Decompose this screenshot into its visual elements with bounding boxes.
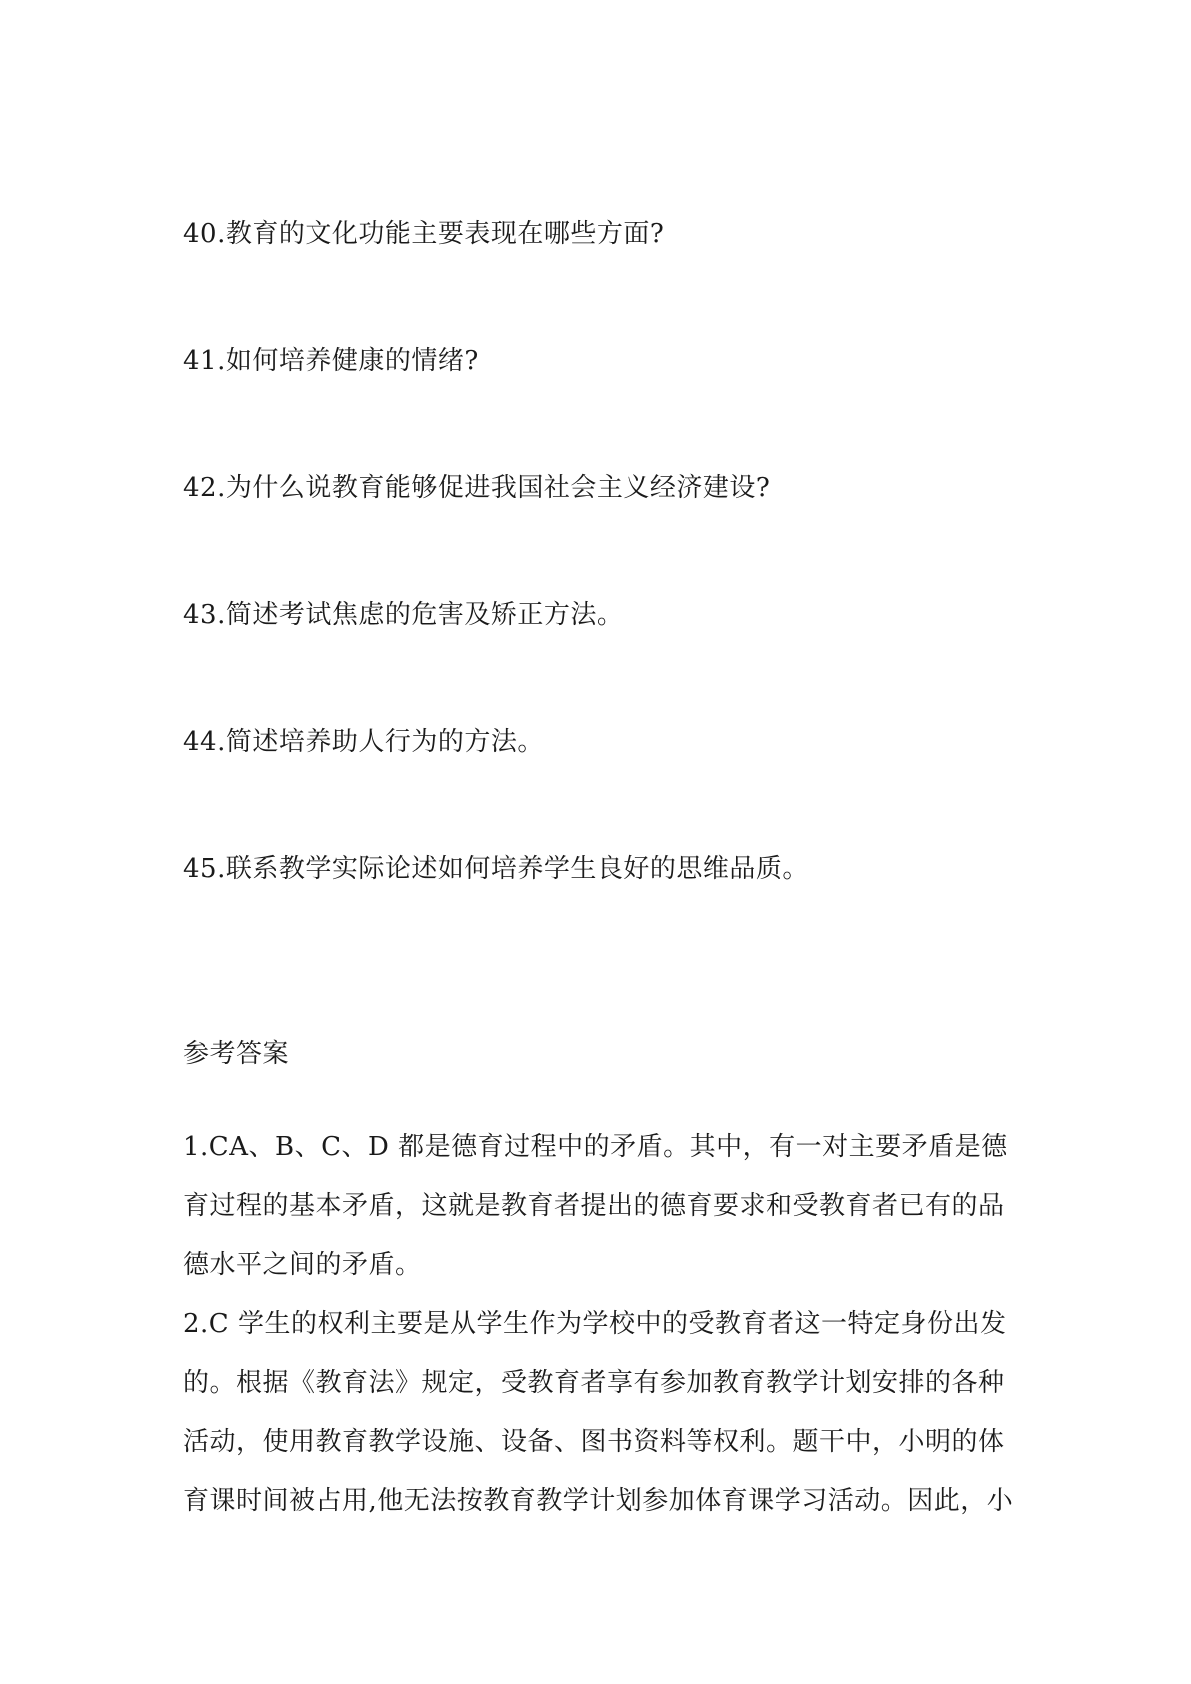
answer-line: 育课时间被占用,他无法按教育教学计划参加体育课学习活动。因此，小: [183, 1486, 1014, 1516]
question-44: 44.简述培养助人行为的方法。: [183, 727, 544, 757]
answers-body: [183, 1118, 1023, 1531]
answer-line: 1.CA、B、C、D 都是德育过程中的矛盾。其中，有一对主要矛盾是德: [183, 1132, 1008, 1162]
answer-line: 德水平之间的矛盾。: [183, 1250, 422, 1280]
answer-line: 的。根据《教育法》规定，受教育者享有参加教育教学计划安排的各种: [183, 1368, 1005, 1398]
answer-line: 育过程的基本矛盾，这就是教育者提出的德育要求和受教育者已有的品: [183, 1191, 1005, 1221]
question-45: 45.联系教学实际论述如何培养学生良好的思维品质。: [183, 854, 809, 884]
answer-line: 2.C 学生的权利主要是从学生作为学校中的受教育者这一特定身份出发: [183, 1309, 1007, 1339]
question-42: 42.为什么说教育能够促进我国社会主义经济建设?: [183, 473, 771, 503]
question-41: 41.如何培养健康的情绪?: [183, 346, 479, 376]
question-43: 43.简述考试焦虑的危害及矫正方法。: [183, 600, 624, 630]
answers-heading: 参考答案: [183, 1039, 290, 1069]
answer-line: 活动，使用教育教学设施、设备、图书资料等权利。题干中，小明的体: [183, 1427, 1005, 1457]
question-40: 40.教育的文化功能主要表现在哪些方面?: [183, 219, 665, 249]
